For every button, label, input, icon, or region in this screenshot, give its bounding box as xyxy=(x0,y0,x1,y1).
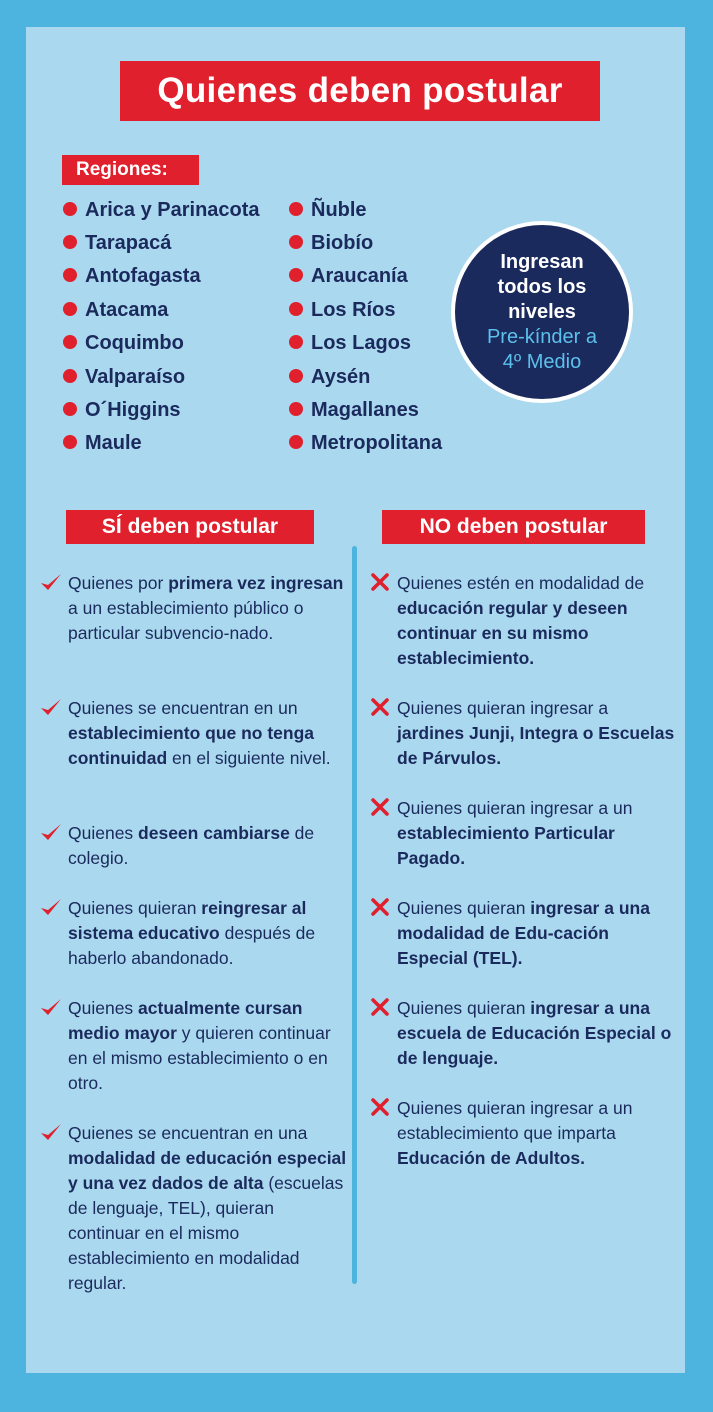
bullet-dot-icon xyxy=(63,369,77,383)
region-label: Coquimbo xyxy=(85,332,184,354)
item-emphasis: Educación de Adultos. xyxy=(397,1148,585,1168)
levels-badge-line5: 4º Medio xyxy=(502,350,582,373)
item-emphasis: ingresar a una modalidad de Edu-cación Especial (TEL). xyxy=(397,898,650,968)
region-label: Ñuble xyxy=(311,199,367,221)
item-text: Quienes xyxy=(68,998,139,1018)
levels-badge-line4: Pre-kínder a xyxy=(486,325,598,348)
region-label: Valparaíso xyxy=(85,366,186,388)
check-icon xyxy=(39,696,63,720)
item-emphasis: modalidad de educación especial y una vez dados de alta xyxy=(68,1148,347,1193)
region-item xyxy=(85,298,168,322)
item-text-end: y quieren continuar en el mismo establecimiento o en otro. xyxy=(68,1023,331,1093)
bullet-dot-icon xyxy=(289,235,303,249)
list-item xyxy=(397,571,679,671)
check-icon xyxy=(39,1121,63,1145)
list-item xyxy=(397,1096,679,1171)
item-text-end: a un establecimiento público o particular subvencio-nado. xyxy=(68,598,304,643)
list-item xyxy=(397,796,679,871)
region-label: Araucanía xyxy=(311,265,408,287)
region-item xyxy=(311,331,411,355)
bullet-dot-icon xyxy=(289,402,303,416)
region-label: Atacama xyxy=(85,299,169,321)
region-item xyxy=(311,264,408,288)
list-item xyxy=(397,996,679,1071)
region-item xyxy=(85,398,181,422)
region-label: Magallanes xyxy=(311,399,419,421)
levels-badge-line1: Ingresan xyxy=(500,250,584,273)
cross-icon xyxy=(371,698,389,716)
check-icon xyxy=(39,896,63,920)
list-item xyxy=(68,1121,350,1296)
list-item xyxy=(68,821,350,871)
item-emphasis: ingresar a una escuela de Educación Especial o de lenguaje. xyxy=(397,998,672,1068)
item-emphasis: actualmente cursan medio mayor xyxy=(68,998,303,1043)
region-item xyxy=(311,398,419,422)
bullet-dot-icon xyxy=(289,335,303,349)
list-item xyxy=(68,996,350,1096)
item-emphasis: jardines Junji, Integra o Escuelas de Párvulos. xyxy=(397,723,675,768)
list-item xyxy=(397,696,679,771)
item-emphasis: educación regular y deseen continuar en su mismo establecimiento. xyxy=(397,598,628,668)
item-text: Quienes quieran xyxy=(397,998,531,1018)
list-item xyxy=(68,896,350,971)
item-text: Quienes se encuentran en un xyxy=(68,698,298,718)
bullet-dot-icon xyxy=(289,435,303,449)
item-text: Quienes por xyxy=(68,573,169,593)
region-label: Los Ríos xyxy=(311,299,396,321)
bullet-dot-icon xyxy=(63,268,77,282)
no-section-label: NO deben postular xyxy=(382,510,645,544)
region-item xyxy=(85,264,201,288)
cross-icon xyxy=(371,798,389,816)
list-item xyxy=(397,896,679,971)
check-icon xyxy=(39,996,63,1020)
region-item xyxy=(311,231,373,255)
cross-icon xyxy=(371,998,389,1016)
region-item xyxy=(85,198,260,222)
region-label: Tarapacá xyxy=(85,232,172,254)
bullet-dot-icon xyxy=(289,302,303,316)
item-text: Quienes estén en modalidad de xyxy=(397,573,645,593)
region-item xyxy=(311,198,367,222)
region-item xyxy=(85,431,142,455)
page-title: Quienes deben postular xyxy=(120,61,600,121)
bullet-dot-icon xyxy=(289,268,303,282)
check-icon xyxy=(39,821,63,845)
item-emphasis: establecimiento Particular Pagado. xyxy=(397,823,615,868)
regions-label: Regiones: xyxy=(62,155,199,185)
levels-badge xyxy=(451,221,633,403)
item-emphasis: deseen cambiarse xyxy=(138,823,290,843)
region-label: Antofagasta xyxy=(85,265,201,287)
item-text-end: después de haberlo abandonado. xyxy=(68,923,316,968)
bullet-dot-icon xyxy=(63,402,77,416)
item-text: Quienes xyxy=(68,823,139,843)
column-divider xyxy=(352,546,357,1284)
item-text-end: (escuelas de lenguaje, TEL), quieran continuar en el mismo establecimiento en modalidad regular. xyxy=(68,1173,344,1293)
region-label: Maule xyxy=(85,432,142,454)
item-text: Quienes se encuentran en una xyxy=(68,1123,308,1143)
region-label: Biobío xyxy=(311,232,374,254)
item-text: Quienes quieran xyxy=(68,898,202,918)
region-label: Arica y Parinacota xyxy=(85,199,260,221)
yes-section-label: SÍ deben postular xyxy=(66,510,314,544)
region-item xyxy=(85,365,185,389)
region-label: Metropolitana xyxy=(311,432,443,454)
region-label: O´Higgins xyxy=(85,399,181,421)
bullet-dot-icon xyxy=(63,302,77,316)
region-item xyxy=(311,365,370,389)
cross-icon xyxy=(371,898,389,916)
levels-badge-line3: niveles xyxy=(508,300,576,323)
levels-badge-line2: todos los xyxy=(497,275,587,298)
item-emphasis: primera vez ingresan xyxy=(168,573,344,593)
item-text: Quienes quieran ingresar a xyxy=(397,698,609,718)
bullet-dot-icon xyxy=(63,435,77,449)
region-item xyxy=(311,298,395,322)
bullet-dot-icon xyxy=(63,235,77,249)
region-label: Los Lagos xyxy=(311,332,412,354)
region-item xyxy=(85,331,184,355)
check-icon xyxy=(39,571,63,595)
item-text-end: de colegio. xyxy=(68,823,315,868)
bullet-dot-icon xyxy=(289,369,303,383)
item-text: Quienes quieran xyxy=(397,898,531,918)
bullet-dot-icon xyxy=(63,335,77,349)
item-text: Quienes quieran ingresar a un establecimiento que imparta xyxy=(397,1098,633,1143)
bullet-dot-icon xyxy=(63,202,77,216)
item-emphasis: establecimiento que no tenga continuidad xyxy=(68,723,315,768)
region-label: Aysén xyxy=(311,366,371,388)
list-item xyxy=(68,571,350,646)
item-text: Quienes quieran ingresar a un xyxy=(397,798,633,818)
cross-icon xyxy=(371,573,389,591)
list-item xyxy=(68,696,350,771)
region-item xyxy=(85,231,171,255)
cross-icon xyxy=(371,1098,389,1116)
bullet-dot-icon xyxy=(289,202,303,216)
region-item xyxy=(311,431,442,455)
item-text-end: en el siguiente nivel. xyxy=(167,748,331,768)
item-emphasis: reingresar al sistema educativo xyxy=(68,898,307,943)
